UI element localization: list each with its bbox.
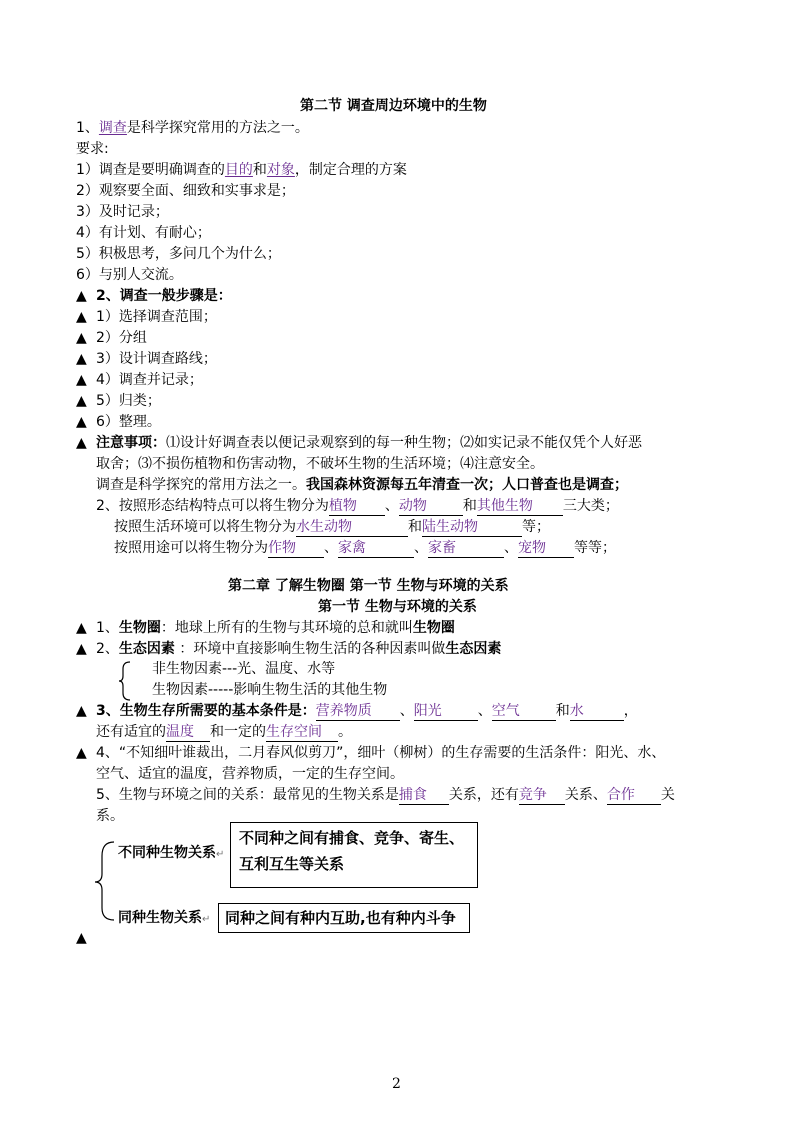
triangle-marker: ▲ (76, 930, 87, 946)
blank-plants (329, 497, 385, 516)
chapter-subtitle: 第一节 生物与环境的关系 (318, 599, 477, 615)
answer-competition: 竞争 (518, 787, 547, 803)
c3-sep3: 和 (555, 703, 570, 719)
term-ecological-factor: 生态因素 (118, 641, 175, 657)
cls1-sep1: 、 (384, 498, 399, 514)
cls3-sep1: 、 (324, 540, 338, 556)
step-2 (76, 328, 147, 348)
triangle-marker: ▲ (76, 372, 87, 388)
requirement-3: 3）及时记录； (76, 204, 169, 220)
answer-living-space: 生存空间 (266, 724, 322, 740)
triangle-marker: ▲ (76, 330, 87, 346)
c5-pre: 5、生物与环境之间的关系：最常见的生物关系是 (96, 787, 399, 803)
blank-water (570, 702, 624, 721)
triangle-marker: ▲ (76, 435, 87, 451)
step-6 (76, 412, 161, 432)
ecological-factor-line (76, 639, 501, 659)
chapter-title: 第二章 了解生物圈 第一节 生物与环境的关系 (228, 578, 509, 594)
triangle-marker: ▲ (76, 414, 87, 430)
answer-pets: 宠物 (518, 540, 546, 556)
survey-line (96, 475, 628, 495)
basic-conditions-line (76, 701, 638, 721)
step-5-text: 5）归类； (96, 393, 161, 409)
blank-crops (268, 539, 324, 558)
biotic-factor: 生物因素-----影响生物生活的其他生物 (152, 682, 388, 698)
cls1-sep2: 和 (462, 498, 477, 514)
notes-line-2: 取舍；⑶不损伤植物和伤害动物，不破坏生物的生活环境；⑷注意安全。 (96, 456, 544, 472)
c5-mid2: 关系、 (564, 787, 607, 803)
relations-brace (92, 838, 118, 924)
steps-title: 2、调查一般步骤是： (96, 288, 232, 304)
blank-air (492, 702, 556, 721)
classification-line-2 (114, 517, 550, 537)
classification-line-1 (96, 496, 619, 516)
blank-terrestrial (422, 518, 522, 537)
req1-pre: 1）调查是要明确调查的 (76, 162, 225, 178)
section-title: 第二节 调查周边环境中的生物 (300, 98, 487, 114)
step-4-text: 4）调查并记录； (96, 372, 203, 388)
abiotic-factor: 非生物因素---光、温度、水等 (152, 661, 336, 677)
step-5 (76, 391, 161, 411)
c3b-mid: 和一定的 (210, 724, 266, 740)
poem-line-2: 空气、适宜的温度，营养物质，一定的生存空间。 (96, 766, 404, 782)
step-3-text: 3）设计调查路线； (96, 351, 217, 367)
cls2-post: 等； (522, 519, 550, 535)
c1-number: 1、 (96, 620, 119, 636)
basic-conditions-label: 3、生物生存所需要的基本条件是： (96, 703, 316, 719)
steps-title-line (76, 286, 232, 306)
term-ecological-factor-2: 生态因素 (445, 641, 502, 657)
requirement-6: 6）与别人交流。 (76, 267, 183, 283)
trailing-triangle (76, 928, 96, 948)
term-survey: 调查 (98, 120, 127, 136)
triangle-marker: ▲ (76, 288, 87, 304)
blank-competition (519, 786, 565, 805)
answer-temperature: 温度 (166, 724, 194, 740)
same-species-relation (118, 908, 210, 930)
answer-air: 空气 (491, 703, 520, 719)
survey-text: 调查是科学探究的常用方法之一。 (96, 477, 306, 493)
blank-poultry (338, 539, 414, 558)
intro-line (76, 118, 309, 138)
answer-cooperation: 合作 (606, 787, 635, 803)
biosphere-line (76, 618, 455, 638)
factor-brace (118, 661, 132, 701)
answer-water: 水 (569, 703, 584, 719)
step-4 (76, 370, 203, 390)
triangle-marker: ▲ (76, 309, 87, 325)
intro-number: 1、 (76, 120, 99, 136)
requirement-5: 5）积极思考，多问几个为什么； (76, 246, 281, 262)
answer-crops: 作物 (268, 540, 296, 556)
basic-conditions-line-2 (96, 722, 352, 742)
c3-sep1: 、 (399, 703, 414, 719)
notes-line-1 (76, 433, 642, 453)
c3b-post: 。 (338, 724, 352, 740)
cls3-pre: 按照用途可以将生物分为 (114, 540, 268, 556)
same-species-label: 同种生物关系 (118, 910, 202, 926)
cls1-post: 三大类； (562, 498, 619, 514)
triangle-marker: ▲ (76, 641, 87, 657)
blank-nutrients (316, 702, 400, 721)
c3-sep2: 、 (477, 703, 492, 719)
answer-terrestrial: 陆生动物 (422, 519, 478, 535)
different-species-relation (118, 843, 224, 865)
return-mark: ↵ (202, 914, 211, 925)
answer-poultry: 家禽 (338, 540, 366, 556)
cls3-post: 等等； (574, 540, 616, 556)
relations-line-1 (96, 785, 675, 805)
answer-aquatic: 水生动物 (296, 519, 352, 535)
notes-text-1: ⑴设计好调查表以便记录观察到的每一种生物；⑵如实记录不能仅凭个人好恶 (166, 435, 642, 451)
return-mark: ↵ (216, 849, 225, 860)
triangle-marker: ▲ (76, 745, 87, 761)
blank-animals (399, 497, 463, 516)
relations-line-2: 系。 (96, 808, 124, 824)
different-species-label: 不同种生物关系 (118, 845, 216, 861)
step-6-text: 6）整理。 (96, 414, 161, 430)
answer-other-organisms: 其他生物 (476, 498, 533, 514)
c2-text: ：环境中直接影响生物生活的各种因素叫做 (174, 641, 446, 657)
c5-mid1: 关系，还有 (448, 787, 519, 803)
blank-cooperation (607, 786, 661, 805)
blank-temperature (166, 723, 210, 742)
requirements-label: 要求: (76, 141, 109, 157)
page-number: 2 (392, 1076, 401, 1092)
term-biosphere-2: 生物圈 (412, 620, 455, 636)
answer-livestock: 家畜 (428, 540, 456, 556)
cls3-sep3: 、 (504, 540, 518, 556)
step-1 (76, 307, 217, 327)
different-species-box: 不同种之间有捕食、竞争、寄生、互利互生等关系 (230, 822, 478, 888)
blank-livestock (428, 539, 504, 558)
blank-pets (518, 539, 574, 558)
triangle-marker: ▲ (76, 703, 87, 719)
answer-animals: 动物 (398, 498, 427, 514)
step-3 (76, 349, 217, 369)
blank-sunlight (414, 702, 478, 721)
blank-aquatic (296, 518, 408, 537)
term-object: 对象 (266, 162, 295, 178)
req1-post: ，制定合理的方案 (294, 162, 407, 178)
survey-bold-text: 我国森林资源每五年清查一次；人口普查也是调查； (306, 477, 628, 493)
triangle-marker: ▲ (76, 393, 87, 409)
c3-post: ， (623, 703, 638, 719)
answer-plants: 植物 (328, 498, 357, 514)
intro-text: 是科学探究常用的方法之一。 (126, 120, 309, 136)
c5-post: 关 (660, 787, 675, 803)
cls3-sep2: 、 (414, 540, 428, 556)
cls2-pre: 按照生活环境可以将生物分为 (114, 519, 296, 535)
step-2-text: 2）分组 (96, 330, 147, 346)
requirement-2: 2）观察要全面、细致和实事求是； (76, 183, 295, 199)
blank-living-space (266, 723, 338, 742)
answer-predation: 捕食 (398, 787, 427, 803)
req1-mid: 和 (252, 162, 267, 178)
blank-predation (399, 786, 449, 805)
term-purpose: 目的 (224, 162, 253, 178)
requirement-1 (76, 160, 407, 180)
triangle-marker: ▲ (76, 620, 87, 636)
poem-line-1 (76, 743, 665, 763)
blank-other-organisms (477, 497, 563, 516)
c3b-pre: 还有适宜的 (96, 724, 166, 740)
cls1-pre: 2、按照形态结构特点可以将生物分为 (96, 498, 329, 514)
c1-text: ：地球上所有的生物与其环境的总和就叫 (160, 620, 413, 636)
classification-line-3 (114, 538, 616, 558)
c2-number: 2、 (96, 641, 119, 657)
triangle-marker: ▲ (76, 351, 87, 367)
same-species-box: 同种之间有种内互助,也有种内斗争 (218, 903, 470, 933)
cls2-sep: 和 (408, 519, 422, 535)
answer-nutrients: 营养物质 (315, 703, 372, 719)
step-1-text: 1）选择调查范围； (96, 309, 217, 325)
notes-label: 注意事项： (96, 435, 166, 451)
term-biosphere: 生物圈 (118, 620, 161, 636)
requirement-4: 4）有计划、有耐心； (76, 225, 211, 241)
answer-sunlight: 阳光 (413, 703, 442, 719)
poem-text-1: 4、“不知细叶谁裁出，二月春风似剪刀”，细叶（柳树）的生存需要的生活条件：阳光、水、 (96, 745, 666, 761)
